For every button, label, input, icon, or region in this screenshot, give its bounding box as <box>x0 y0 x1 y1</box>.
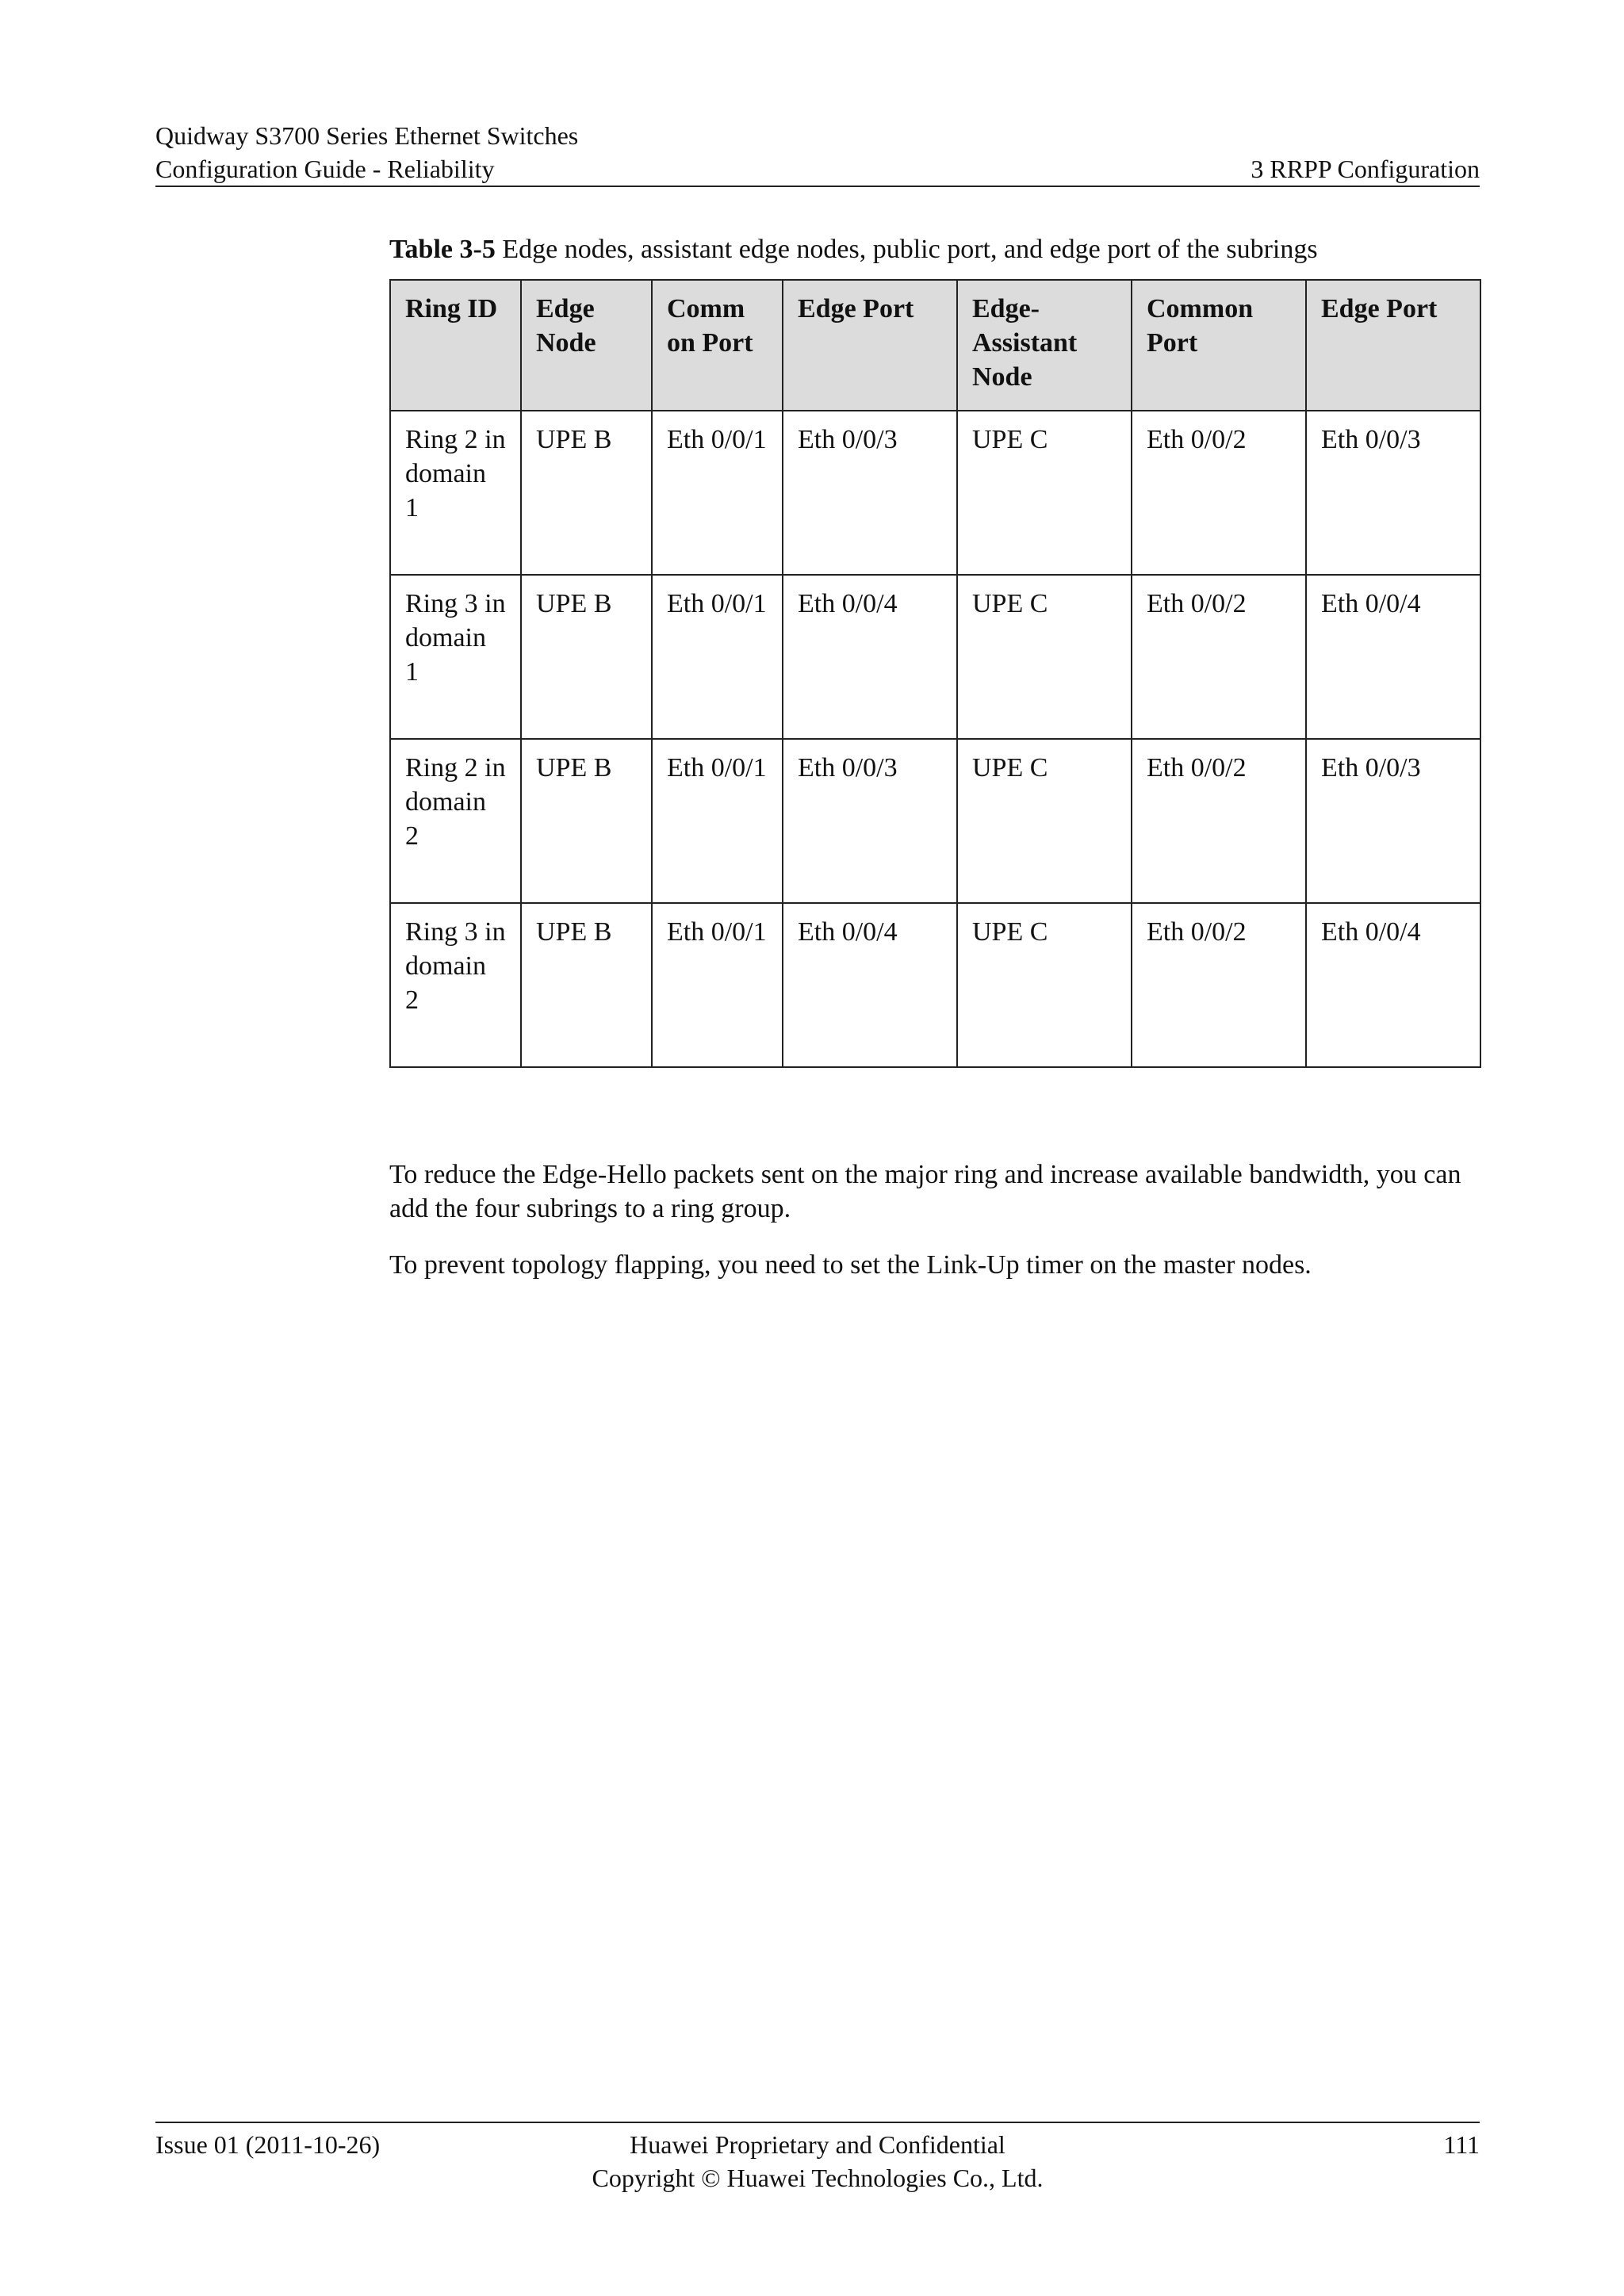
cell-common-port-2: Eth 0/0/2 <box>1132 575 1306 739</box>
table-caption <box>389 233 1318 266</box>
header-guide: Configuration Guide - Reliability <box>155 155 495 183</box>
cell-edge-port: Eth 0/0/4 <box>783 903 957 1067</box>
cell-edge-assistant-node: UPE C <box>957 575 1132 739</box>
cell-edge-assistant-node: UPE C <box>957 411 1132 575</box>
table-header-row <box>390 280 1480 411</box>
table-row <box>390 575 1480 739</box>
table-row <box>390 903 1480 1067</box>
cell-edge-node: UPE B <box>521 575 652 739</box>
cell-edge-port: Eth 0/0/3 <box>783 411 957 575</box>
header-common-port: Comm on Port <box>652 280 783 411</box>
subring-edge-table <box>389 279 1481 1068</box>
body-paragraph-ring-group: To reduce the Edge-Hello packets sent on the major ring and increase available bandwidth, you can add the four subrings to a ring group. <box>389 1160 1461 1223</box>
footer-issue: Issue 01 (2011-10-26) <box>155 2130 381 2159</box>
header-left <box>155 119 578 186</box>
header-edge-port-2: Edge Port <box>1306 280 1480 411</box>
cell-edge-node: UPE B <box>521 739 652 903</box>
cell-common-port: Eth 0/0/1 <box>652 575 783 739</box>
cell-edge-node: UPE B <box>521 411 652 575</box>
cell-edge-port: Eth 0/0/4 <box>783 575 957 739</box>
header-edge-node: Edge Node <box>521 280 652 411</box>
cell-edge-port-2: Eth 0/0/4 <box>1306 575 1480 739</box>
cell-edge-assistant-node: UPE C <box>957 903 1132 1067</box>
footer-copyright: Copyright © Huawei Technologies Co., Ltd. <box>592 2164 1044 2192</box>
cell-common-port: Eth 0/0/1 <box>652 739 783 903</box>
cell-edge-assistant-node: UPE C <box>957 739 1132 903</box>
cell-common-port: Eth 0/0/1 <box>652 903 783 1067</box>
cell-common-port-2: Eth 0/0/2 <box>1132 411 1306 575</box>
header-edge-assistant-node: Edge-Assistant Node <box>957 280 1132 411</box>
cell-ring-id: Ring 2 in domain 1 <box>390 411 521 575</box>
body-paragraph-link-up-timer: To prevent topology flapping, you need to set the Link-Up timer on the master nodes. <box>389 1250 1312 1280</box>
table-caption-text: Edge nodes, assistant edge nodes, public port, and edge port of the subrings <box>502 235 1318 264</box>
cell-edge-port-2: Eth 0/0/3 <box>1306 411 1480 575</box>
cell-edge-port-2: Eth 0/0/4 <box>1306 903 1480 1067</box>
cell-edge-port-2: Eth 0/0/3 <box>1306 739 1480 903</box>
footer-confidential: Huawei Proprietary and Confidential <box>630 2130 1005 2159</box>
table-row <box>390 411 1480 575</box>
cell-ring-id: Ring 3 in domain 1 <box>390 575 521 739</box>
page-footer <box>155 2122 1480 2202</box>
table-caption-label: Table 3-5 <box>389 235 496 264</box>
cell-ring-id: Ring 3 in domain 2 <box>390 903 521 1067</box>
page-number: 111 <box>1443 2130 1480 2159</box>
cell-edge-node: UPE B <box>521 903 652 1067</box>
cell-edge-port: Eth 0/0/3 <box>783 739 957 903</box>
cell-ring-id: Ring 2 in domain 2 <box>390 739 521 903</box>
header-chapter: 3 RRPP Configuration <box>1251 155 1480 183</box>
cell-common-port-2: Eth 0/0/2 <box>1132 903 1306 1067</box>
table-row <box>390 739 1480 903</box>
cell-common-port: Eth 0/0/1 <box>652 411 783 575</box>
footer-center <box>155 2128 1480 2195</box>
header-product: Quidway S3700 Series Ethernet Switches <box>155 121 579 150</box>
header-ring-id: Ring ID <box>390 280 521 411</box>
header-common-port-2: Common Port <box>1132 280 1306 411</box>
cell-common-port-2: Eth 0/0/2 <box>1132 739 1306 903</box>
header-edge-port: Edge Port <box>783 280 957 411</box>
page-header <box>155 119 1480 187</box>
